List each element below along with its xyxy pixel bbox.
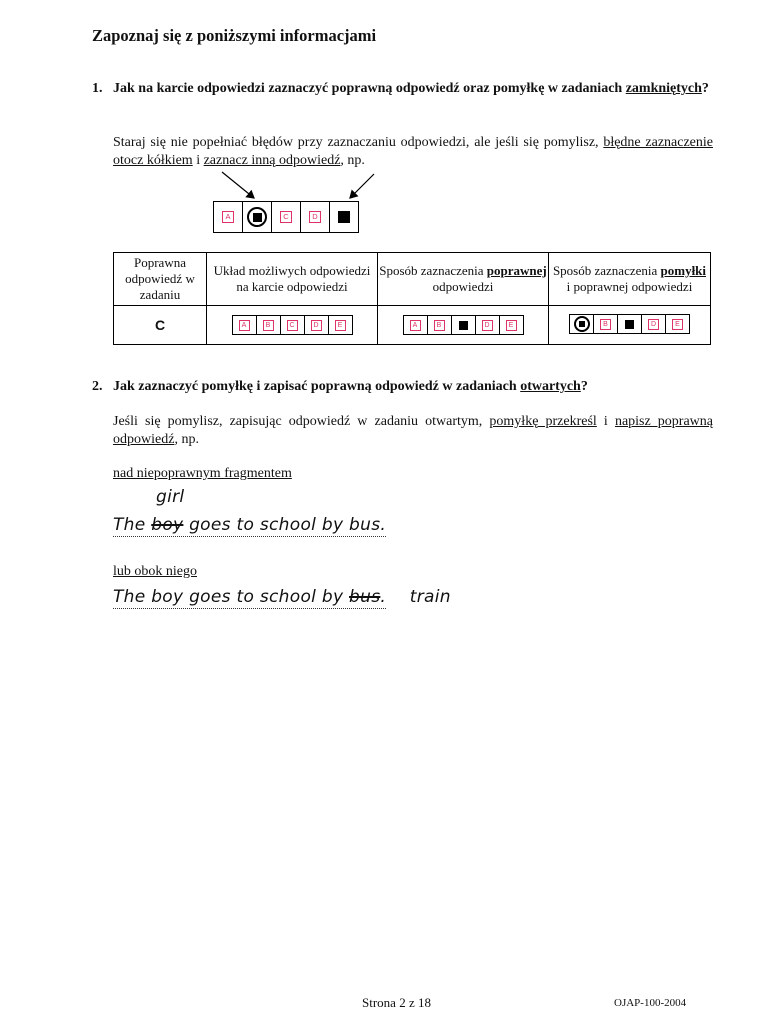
example-1-sentence-line (113, 515, 386, 537)
q2-para-a: Jeśli się pomylisz, zapisując odpowiedź w zadaniu otwartym, (113, 414, 490, 429)
letter-b: B (434, 320, 445, 331)
question-1 (92, 80, 722, 120)
answer-letter: C (154, 316, 166, 333)
answer-marking-table (113, 252, 711, 345)
letter-d: D (648, 319, 659, 330)
letter-b: B (600, 319, 611, 330)
q1-para-a: Staraj się nie popełniać błędów przy zaznaczaniu odpowiedzi, ale jeśli się pomylisz, (113, 135, 604, 150)
table-header-correct-answer: Poprawna odpowiedź w zadaniu (114, 253, 207, 306)
strip-cell-filled (330, 202, 358, 232)
example-2-sentence-line (113, 587, 386, 609)
ex1-s2: goes to school by bus. (183, 515, 387, 535)
letter-d: D (311, 320, 322, 331)
circled-mark-icon (574, 316, 590, 332)
filled-mark-icon (625, 320, 634, 329)
q1-para-c: i (192, 153, 204, 168)
letter-e: E (335, 320, 346, 331)
q2-para-e: , np. (174, 432, 199, 447)
q1-para-e: , np. (340, 153, 365, 168)
q1-para-d: zaznacz inną odpowiedź (203, 153, 341, 168)
ex2-s2: . (380, 587, 387, 607)
q2-para-b: pomyłkę przekreśl (489, 414, 597, 429)
strip-cell-a (214, 202, 243, 232)
example-2-label: lub obok niego (113, 564, 197, 579)
ex2-s1: The boy goes to school by (113, 587, 350, 607)
example-2-sentence (113, 587, 451, 607)
arrows-graphic (210, 168, 390, 202)
question-2-text-c: ? (580, 379, 588, 394)
table-cell-correct-marking (378, 306, 549, 345)
strip-cell-d (301, 202, 330, 232)
question-2-text (113, 378, 713, 396)
arrow-left-icon (222, 172, 254, 198)
filled-mark-icon (338, 211, 350, 223)
h3-c: odpowiedzi (432, 279, 494, 294)
correct-marking-boxes (403, 315, 524, 335)
circled-mark-icon (247, 207, 267, 227)
letter-a: A (239, 320, 250, 331)
question-2-instructions (113, 413, 713, 449)
table-header-row (114, 253, 711, 306)
question-1-text-a: Jak na karcie odpowiedzi zaznaczyć poprawną odpowiedź oraz pomyłkę w zadaniach (113, 81, 626, 96)
example-1-label: nad niepoprawnym fragmentem (113, 466, 292, 481)
ex1-strike: boy (151, 515, 184, 535)
example-2-correction: train (409, 587, 451, 607)
filled-mark-icon (459, 321, 468, 330)
question-2-text-b: otwartych (520, 379, 581, 394)
question-1-number: 1. (92, 81, 103, 96)
example-answer-strip (213, 201, 359, 233)
table-header-mistake-marking (549, 253, 711, 306)
letter-a: A (410, 320, 421, 331)
table-row (114, 306, 711, 345)
table-cell-answer (114, 306, 207, 345)
table-header-layout: Układ możliwych odpowiedzi na karcie odpowiedzi (207, 253, 378, 306)
q2-para-d: napisz poprawną odpowiedź (113, 414, 714, 447)
strip-cell-circled (243, 202, 272, 232)
letter-c: C (287, 320, 298, 331)
mistake-marking-boxes (569, 314, 690, 334)
strip-cell-c (272, 202, 301, 232)
q2-para-c: i (596, 414, 615, 429)
page-title: Zapoznaj się z poniższymi informacjami (92, 26, 377, 45)
strip-letter-a: A (222, 211, 234, 223)
table-cell-mistake-marking (549, 306, 711, 345)
page-number: Strona 2 z 18 (362, 995, 431, 1010)
question-1-text-c: ? (701, 81, 709, 96)
example-1-correction: girl (156, 487, 185, 507)
strip-letter-d: D (309, 211, 321, 223)
table-cell-layout (207, 306, 378, 345)
layout-boxes (232, 315, 353, 335)
ex2-strike: bus (349, 587, 381, 607)
example-1-sentence (113, 515, 386, 535)
ex1-s1: The (113, 515, 152, 535)
h4-c: i poprawnej odpowiedzi (566, 279, 693, 294)
h4-b: pomyłki (660, 263, 707, 278)
question-1-instructions (113, 134, 713, 170)
letter-e: E (672, 319, 683, 330)
arrow-right-icon (350, 174, 374, 198)
h4-a: Sposób zaznaczenia (552, 263, 661, 278)
h3-b: poprawnej (486, 263, 547, 278)
document-code: OJAP-100-2004 (614, 997, 687, 1009)
letter-e: E (506, 320, 517, 331)
table-header-correct-marking (378, 253, 549, 306)
strip-letter-c: C (280, 211, 292, 223)
question-2-text-a: Jak zaznaczyć pomyłkę i zapisać poprawną odpowiedź w zadaniach (113, 379, 521, 394)
question-1-text-b: zamkniętych (625, 81, 702, 96)
q1-para-b: błędne zaznaczenie otocz kółkiem (113, 135, 714, 168)
h3-a: Sposób zaznaczenia (379, 263, 487, 278)
question-1-text (113, 80, 713, 98)
letter-b: B (263, 320, 274, 331)
question-2 (92, 378, 722, 398)
question-2-number: 2. (92, 379, 103, 394)
letter-d: D (482, 320, 493, 331)
